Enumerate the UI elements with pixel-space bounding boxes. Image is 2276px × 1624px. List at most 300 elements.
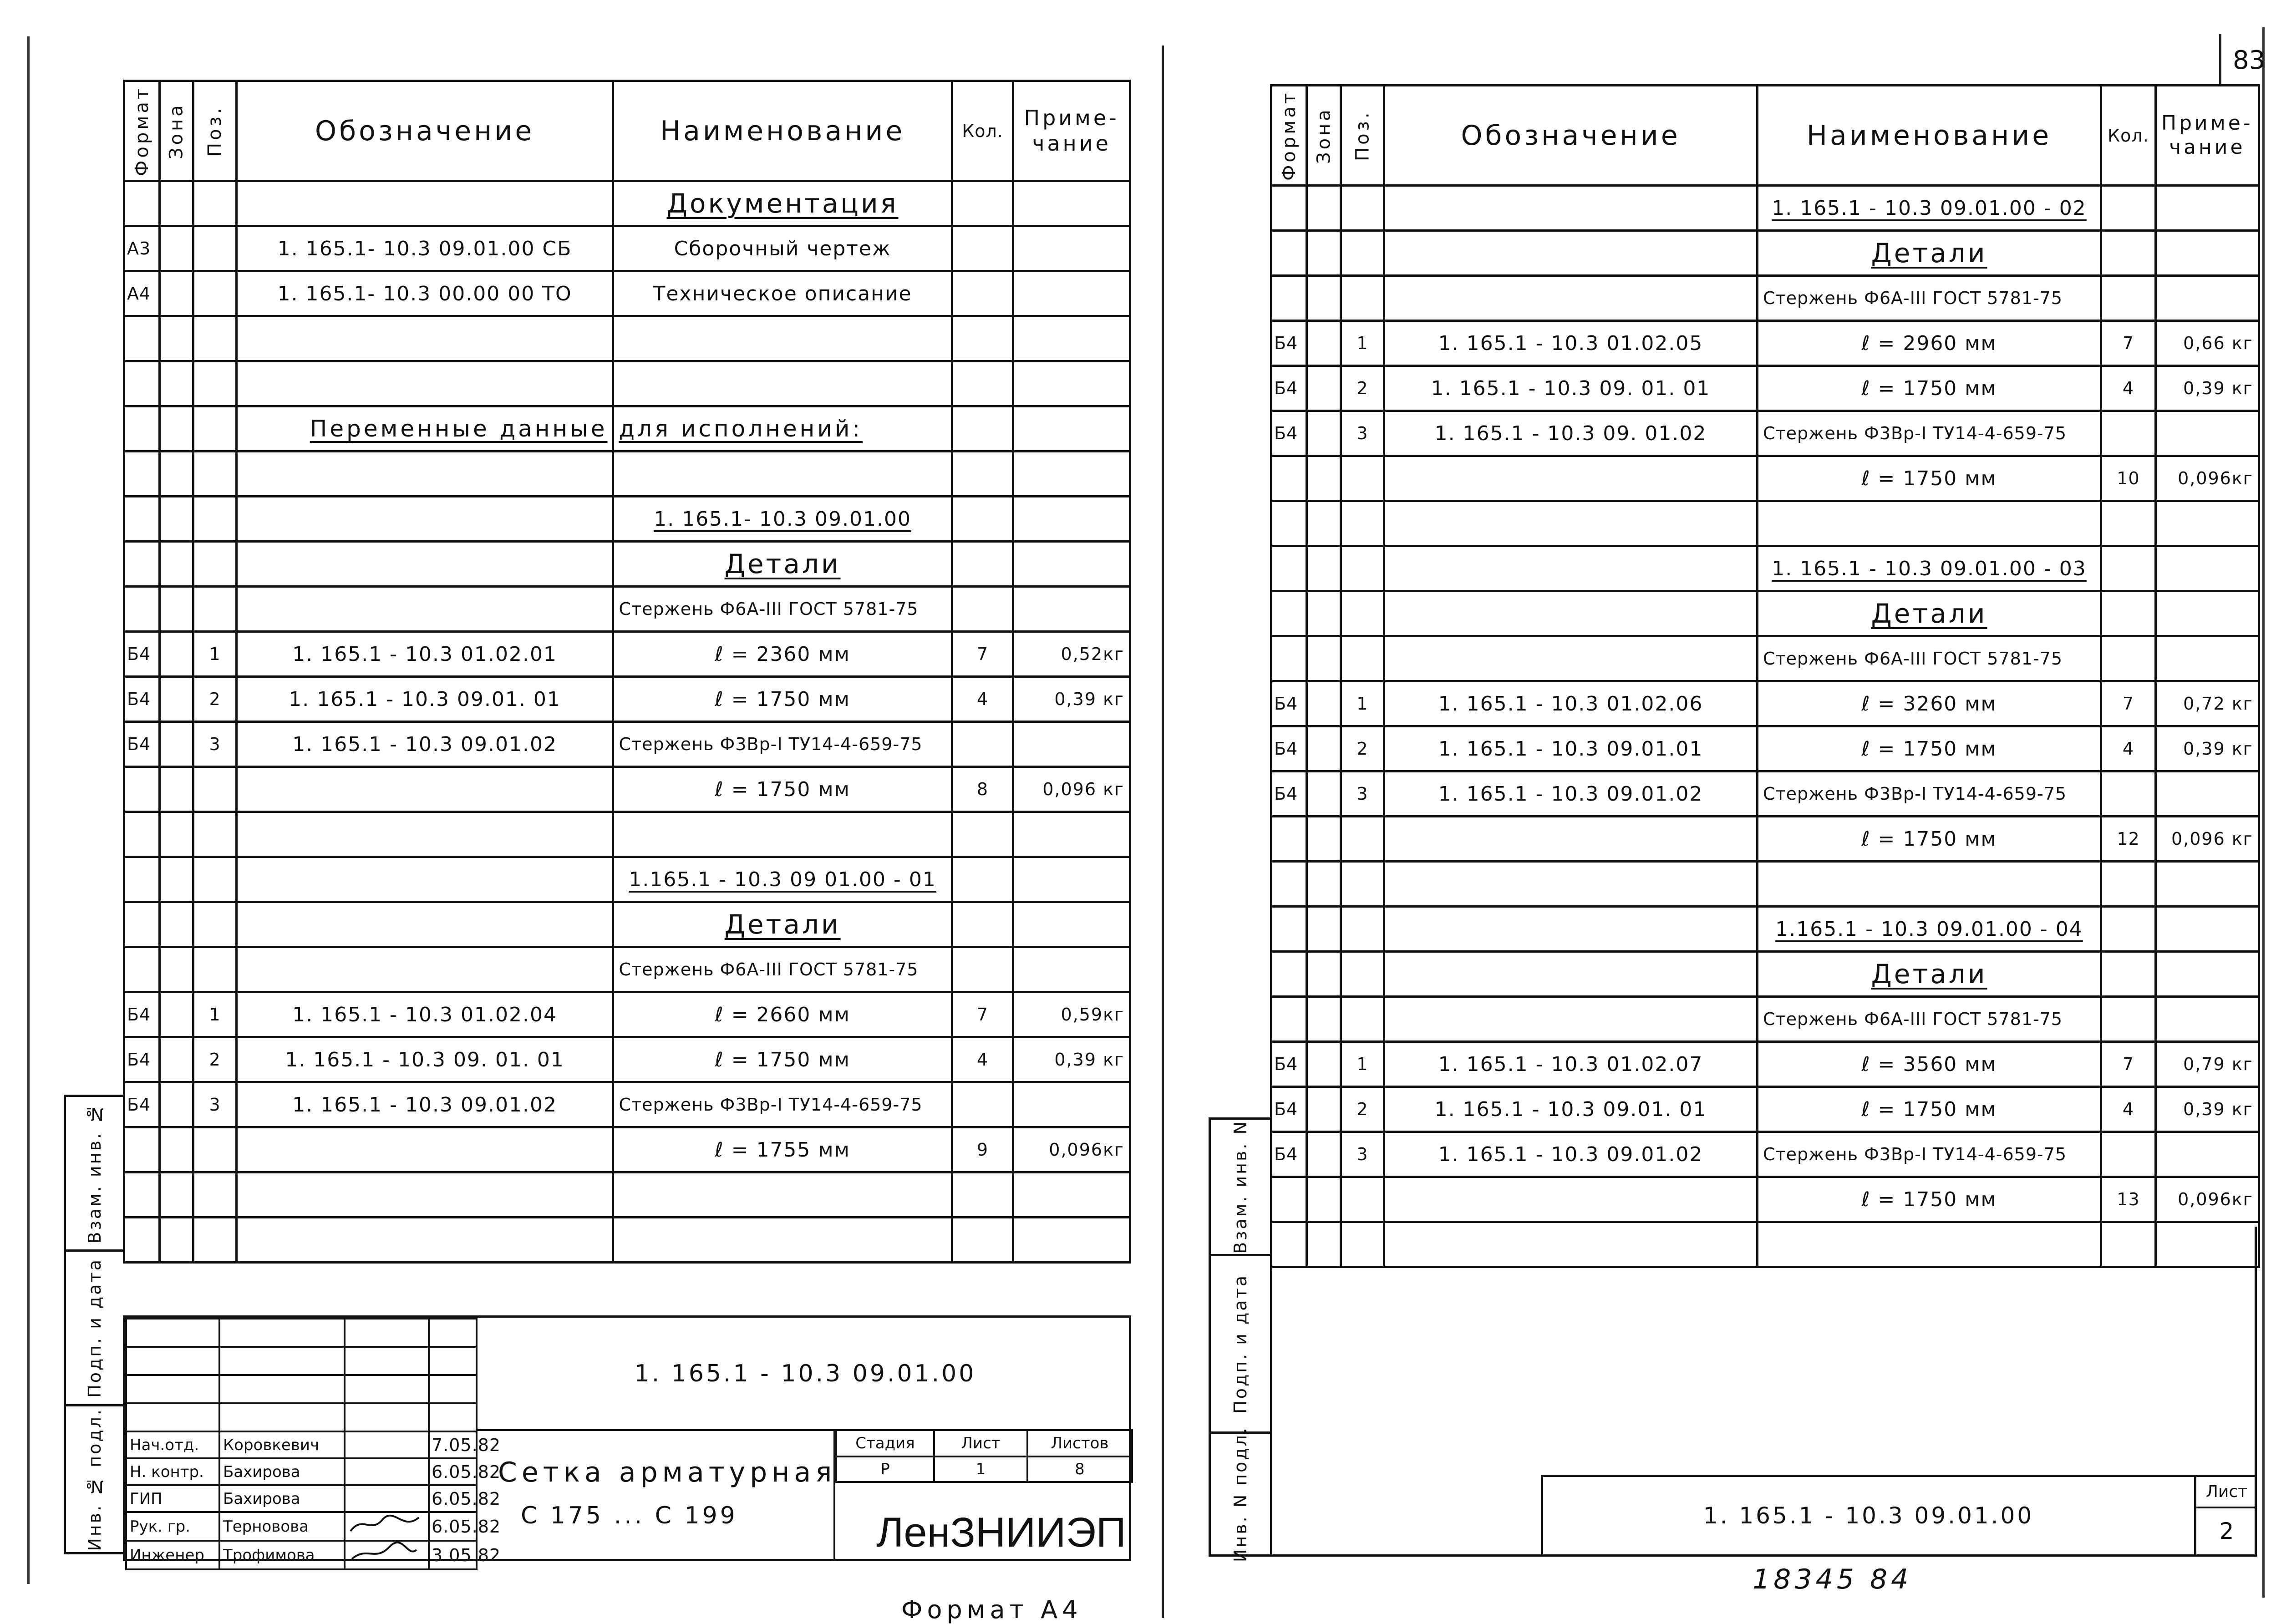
cell-zone — [159, 452, 193, 497]
cell-name — [613, 452, 952, 497]
cell-pos — [193, 452, 236, 497]
spec-row — [1271, 1042, 2259, 1087]
cell-note — [1013, 452, 1130, 497]
header-format: Формат — [124, 81, 160, 181]
stage-value: Р — [836, 1457, 934, 1482]
cell-name: Стержень Ф3Вр-I ТУ14-4-659-75 — [1758, 771, 2101, 817]
cell-qty: 10 — [2101, 456, 2156, 501]
cell-designation — [236, 542, 613, 587]
cell-zone — [1307, 231, 1341, 276]
spec-row — [124, 767, 1130, 812]
cell-qty — [952, 406, 1013, 452]
cell-zone — [1307, 276, 1341, 321]
cell-zone — [159, 902, 193, 947]
cell-pos — [1341, 1177, 1384, 1222]
cell-note — [1013, 1172, 1130, 1218]
cell-zone — [159, 1037, 193, 1082]
spec-sheet-right — [1230, 84, 2267, 1563]
cell-note: 0,72 кг — [2156, 681, 2259, 726]
spec-row — [1271, 501, 2259, 546]
cell-format — [1271, 817, 1307, 862]
cell-name: Детали — [1758, 231, 2101, 276]
cell-designation: 1. 165.1 - 10.3 09.01.02 — [236, 722, 613, 767]
spec-row — [1271, 771, 2259, 817]
cell-qty — [952, 1218, 1013, 1263]
cell-format — [1271, 907, 1307, 952]
cell-qty: 7 — [2101, 321, 2156, 366]
cell-name: ℓ = 1750 мм — [1758, 1177, 2101, 1222]
cell-name: ℓ = 1750 мм — [1758, 456, 2101, 501]
cell-name: ℓ = 1755 мм — [613, 1127, 952, 1172]
cell-format — [124, 857, 160, 902]
signer-date: 6.05.82 — [429, 1485, 477, 1512]
cell-zone — [1307, 907, 1341, 952]
cell-name — [613, 1172, 952, 1218]
cell-zone — [159, 632, 193, 677]
cell-format: Б4 — [124, 992, 160, 1037]
cell-designation — [236, 361, 613, 406]
cell-format: А4 — [124, 271, 160, 316]
cell-pos — [193, 361, 236, 406]
cell-format: Б4 — [124, 1037, 160, 1082]
cell-note — [1013, 722, 1130, 767]
cell-qty — [952, 271, 1013, 316]
cell-format: Б4 — [1271, 681, 1307, 726]
cell-note: 0,39 кг — [2156, 726, 2259, 771]
cell-format: Б4 — [124, 722, 160, 767]
cell-designation — [236, 452, 613, 497]
cell-designation: 1. 165.1 - 10.3 09.01.01 — [1384, 726, 1758, 771]
signer-role: Н. контр. — [126, 1458, 219, 1485]
spec-row — [1271, 1087, 2259, 1132]
cell-name: Детали — [613, 542, 952, 587]
side-podp-data: Подп. и дата — [66, 1252, 123, 1406]
spec-row — [1271, 862, 2259, 907]
cell-name: Стержень Ф6А-III ГОСТ 5781-75 — [613, 587, 952, 632]
cell-qty — [952, 452, 1013, 497]
cell-designation: 1. 165.1 - 10.3 09.01.02 — [1384, 1132, 1758, 1177]
cell-note — [1013, 587, 1130, 632]
side-podp-data: Подп. и дата — [1211, 1256, 1270, 1434]
cell-zone — [1307, 366, 1341, 411]
side-strip-right — [1209, 1117, 1270, 1563]
cell-designation — [1384, 231, 1758, 276]
spec-row — [124, 587, 1130, 632]
cell-qty: 12 — [2101, 817, 2156, 862]
cell-format: Б4 — [124, 677, 160, 722]
cell-qty — [2101, 862, 2156, 907]
signer-role: ГИП — [126, 1485, 219, 1512]
cell-format — [124, 1172, 160, 1218]
cell-note: 0,096кг — [2156, 1177, 2259, 1222]
cell-pos — [1341, 591, 1384, 636]
sheet-label: Лист — [934, 1430, 1027, 1457]
cell-designation — [1384, 546, 1758, 591]
cell-designation — [1384, 817, 1758, 862]
signature-mark — [345, 1541, 429, 1569]
cell-pos — [193, 1172, 236, 1218]
title-block-left — [123, 1315, 1131, 1565]
cell-qty — [952, 722, 1013, 767]
cell-designation — [236, 316, 613, 361]
spec-row — [124, 542, 1130, 587]
cell-format: Б4 — [1271, 771, 1307, 817]
cell-designation: 1. 165.1 - 10.3 01.02.06 — [1384, 681, 1758, 726]
cell-qty — [2101, 231, 2156, 276]
spec-row — [1271, 1132, 2259, 1177]
cell-designation: 1. 165.1 - 10.3 09. 01.02 — [1384, 411, 1758, 456]
title-line2: С 175 ... С 199 — [521, 1502, 738, 1529]
header-name: Наименование — [1758, 86, 2101, 186]
cell-pos — [1341, 186, 1384, 231]
cell-format — [124, 316, 160, 361]
spec-row — [1271, 591, 2259, 636]
cell-name: ℓ = 1750 мм — [613, 1037, 952, 1082]
cell-designation: Переменные данные — [236, 406, 613, 452]
cell-qty — [2101, 771, 2156, 817]
cell-pos — [1341, 907, 1384, 952]
cell-designation — [236, 902, 613, 947]
doc-code: 1. 165.1 - 10.3 09.01.00 — [476, 1318, 1133, 1431]
cell-format — [124, 812, 160, 857]
cell-note — [2156, 636, 2259, 681]
cell-format — [124, 361, 160, 406]
cell-pos — [193, 587, 236, 632]
cell-note: 0,39 кг — [2156, 366, 2259, 411]
cell-designation: 1. 165.1 - 10.3 09.01.02 — [236, 1082, 613, 1127]
cell-designation — [236, 497, 613, 542]
cell-format — [124, 947, 160, 992]
cell-note — [2156, 501, 2259, 546]
cell-format: Б4 — [1271, 726, 1307, 771]
signer-role: Рук. гр. — [126, 1512, 219, 1541]
cell-name: 1. 165.1- 10.3 09.01.00 — [613, 497, 952, 542]
cell-zone — [159, 677, 193, 722]
cell-note — [1013, 226, 1130, 271]
cell-pos — [193, 316, 236, 361]
cell-qty: 7 — [2101, 1042, 2156, 1087]
cell-pos: 3 — [193, 1082, 236, 1127]
cell-zone — [159, 1218, 193, 1263]
cell-qty: 4 — [952, 1037, 1013, 1082]
cell-designation: 1. 165.1 - 10.3 01.02.04 — [236, 992, 613, 1037]
stage-grid — [835, 1429, 1133, 1483]
cell-note: 0,096 кг — [2156, 817, 2259, 862]
cell-format — [124, 406, 160, 452]
cell-qty — [952, 1082, 1013, 1127]
cell-name: 1.165.1 - 10.3 09.01.00 - 04 — [1758, 907, 2101, 952]
cell-qty — [2101, 276, 2156, 321]
cell-qty: 4 — [952, 677, 1013, 722]
right-margin-line — [2262, 27, 2265, 1598]
cell-format — [1271, 862, 1307, 907]
header-zone: Зона — [1307, 86, 1341, 186]
cell-pos: 1 — [1341, 1042, 1384, 1087]
cell-note: 0,096 кг — [1013, 767, 1130, 812]
spec-table-right — [1270, 84, 2260, 1268]
cell-note — [2156, 186, 2259, 231]
org-name: ЛенЗНИИЭП — [876, 1509, 1126, 1556]
cell-pos — [193, 902, 236, 947]
spec-row — [124, 497, 1130, 542]
cell-note: 0,39 кг — [1013, 1037, 1130, 1082]
spec-row — [124, 947, 1130, 992]
cell-note — [1013, 497, 1130, 542]
cell-zone — [1307, 1177, 1341, 1222]
cell-designation — [1384, 501, 1758, 546]
cell-zone — [159, 361, 193, 406]
spec-row — [124, 1218, 1130, 1263]
cell-qty — [2101, 636, 2156, 681]
cell-zone — [1307, 546, 1341, 591]
cell-zone — [159, 542, 193, 587]
cell-name: для исполнений: — [613, 406, 952, 452]
cell-designation: 1. 165.1 - 10.3 09.01. 01 — [236, 677, 613, 722]
cell-name: 1. 165.1 - 10.3 09.01.00 - 03 — [1758, 546, 2101, 591]
cell-pos — [193, 1218, 236, 1263]
cell-name: Стержень Ф6А-III ГОСТ 5781-75 — [1758, 997, 2101, 1042]
sheet-label: Лист — [2196, 1477, 2257, 1508]
cell-pos — [1341, 276, 1384, 321]
cell-designation — [1384, 591, 1758, 636]
spec-row — [124, 1172, 1130, 1218]
spec-row — [1271, 952, 2259, 997]
spec-row — [1271, 366, 2259, 411]
spec-row — [1271, 726, 2259, 771]
header-qty: Кол. — [2101, 86, 2156, 186]
spec-row — [1271, 997, 2259, 1042]
cell-pos: 2 — [193, 677, 236, 722]
cell-pos: 3 — [1341, 411, 1384, 456]
cell-format: Б4 — [1271, 1042, 1307, 1087]
cell-note — [2156, 276, 2259, 321]
cell-pos: 1 — [1341, 681, 1384, 726]
spec-row — [124, 1127, 1130, 1172]
cell-zone — [159, 587, 193, 632]
spec-row — [124, 857, 1130, 902]
cell-designation — [1384, 186, 1758, 231]
cell-qty — [952, 542, 1013, 587]
cell-name — [613, 361, 952, 406]
cell-name: ℓ = 1750 мм — [613, 767, 952, 812]
title-line1: Сетка арматурная — [498, 1457, 837, 1488]
cell-format — [1271, 636, 1307, 681]
spec-row — [124, 677, 1130, 722]
cell-format: А3 — [124, 226, 160, 271]
signature-mark — [345, 1512, 429, 1541]
cell-qty — [2101, 907, 2156, 952]
cell-zone — [159, 406, 193, 452]
cell-name: ℓ = 1750 мм — [1758, 366, 2101, 411]
cell-pos: 3 — [1341, 1132, 1384, 1177]
cell-name: 1. 165.1 - 10.3 09.01.00 - 02 — [1758, 186, 2101, 231]
spec-table-left — [123, 80, 1131, 1264]
cell-pos — [1341, 862, 1384, 907]
cell-zone — [1307, 321, 1341, 366]
cell-name: ℓ = 2960 мм — [1758, 321, 2101, 366]
cell-note: 0,79 кг — [2156, 1042, 2259, 1087]
cell-name: ℓ = 1750 мм — [613, 677, 952, 722]
spec-row — [1271, 321, 2259, 366]
cell-format — [124, 1127, 160, 1172]
cell-qty — [2101, 411, 2156, 456]
spec-row — [1271, 907, 2259, 952]
cell-name — [613, 1218, 952, 1263]
cell-pos: 1 — [1341, 321, 1384, 366]
cell-designation — [236, 812, 613, 857]
spec-header-row — [1271, 86, 2259, 186]
cell-note — [2156, 591, 2259, 636]
cell-note: 0,39 кг — [2156, 1087, 2259, 1132]
side-inv-podl: Инв. № подл. — [84, 1407, 105, 1551]
cell-qty — [952, 497, 1013, 542]
cell-pos — [1341, 231, 1384, 276]
cell-designation: 1. 165.1- 10.3 09.01.00 СБ — [236, 226, 613, 271]
cell-pos — [193, 542, 236, 587]
signer-role: Нач.отд. — [126, 1431, 219, 1458]
spec-row — [124, 992, 1130, 1037]
spec-row — [124, 226, 1130, 271]
header-format: Формат — [1271, 86, 1307, 186]
cell-zone — [1307, 186, 1341, 231]
cell-pos — [1341, 501, 1384, 546]
cell-zone — [159, 812, 193, 857]
cell-format: Б4 — [1271, 366, 1307, 411]
cell-zone — [1307, 862, 1341, 907]
cell-zone — [159, 1082, 193, 1127]
cell-note — [1013, 1218, 1130, 1263]
spec-row — [1271, 636, 2259, 681]
signer-name: Трофимова — [219, 1541, 345, 1569]
cell-format — [1271, 501, 1307, 546]
cell-zone — [159, 181, 193, 226]
cell-note — [1013, 316, 1130, 361]
cell-zone — [1307, 591, 1341, 636]
cell-name: Стержень Ф6А-III ГОСТ 5781-75 — [1758, 636, 2101, 681]
cell-qty: 9 — [952, 1127, 1013, 1172]
spec-row — [1271, 817, 2259, 862]
cell-note — [2156, 771, 2259, 817]
cell-designation — [236, 1127, 613, 1172]
spec-row — [124, 316, 1130, 361]
cell-note — [1013, 406, 1130, 452]
cell-note — [1013, 361, 1130, 406]
cell-zone — [1307, 501, 1341, 546]
cell-qty — [952, 857, 1013, 902]
cell-designation — [236, 857, 613, 902]
cell-pos — [193, 857, 236, 902]
cell-designation — [1384, 997, 1758, 1042]
signatures-grid — [125, 1318, 501, 1570]
cell-designation — [236, 1172, 613, 1218]
spec-row — [124, 181, 1130, 226]
cell-designation — [1384, 862, 1758, 907]
cell-designation: 1. 165.1- 10.3 00.00 00 ТО — [236, 271, 613, 316]
cell-name: ℓ = 1750 мм — [1758, 817, 2101, 862]
format-label: Формат А4 — [901, 1595, 1082, 1624]
cell-pos — [193, 947, 236, 992]
cell-designation: 1. 165.1 - 10.3 09.01.02 — [1384, 771, 1758, 817]
cell-note — [1013, 812, 1130, 857]
cell-format — [124, 452, 160, 497]
cell-zone — [1307, 681, 1341, 726]
header-qty: Кол. — [952, 81, 1013, 181]
cell-note — [1013, 542, 1130, 587]
cell-qty: 13 — [2101, 1177, 2156, 1222]
cell-pos: 1 — [193, 992, 236, 1037]
cell-qty — [952, 181, 1013, 226]
cell-name: Стержень Ф3Вр-I ТУ14-4-659-75 — [613, 1082, 952, 1127]
cell-pos: 1 — [193, 632, 236, 677]
cell-zone — [159, 992, 193, 1037]
spec-row — [124, 902, 1130, 947]
header-pos: Поз. — [193, 81, 236, 181]
cell-note — [1013, 902, 1130, 947]
cell-format — [124, 181, 160, 226]
cell-pos — [193, 226, 236, 271]
cell-note: 0,39 кг — [1013, 677, 1130, 722]
cell-designation: 1. 165.1 - 10.3 09. 01. 01 — [1384, 366, 1758, 411]
cell-format — [124, 497, 160, 542]
cell-qty: 7 — [952, 992, 1013, 1037]
header-designation: Обозначение — [1384, 86, 1758, 186]
cell-pos — [1341, 636, 1384, 681]
spec-header-row — [124, 81, 1130, 181]
page-number-tick — [2219, 34, 2221, 84]
cell-qty — [952, 316, 1013, 361]
spec-row — [124, 1082, 1130, 1127]
cell-note: 0,66 кг — [2156, 321, 2259, 366]
cell-zone — [159, 497, 193, 542]
cell-designation: 1. 165.1 - 10.3 09.01. 01 — [1384, 1087, 1758, 1132]
cell-format — [1271, 186, 1307, 231]
cell-note — [2156, 907, 2259, 952]
cell-zone — [1307, 636, 1341, 681]
cell-qty — [952, 1172, 1013, 1218]
side-inv-podl: Инв. N подл. — [1230, 1426, 1250, 1563]
cell-name — [1758, 862, 2101, 907]
cell-name: ℓ = 1750 мм — [1758, 1087, 2101, 1132]
spec-row — [1271, 456, 2259, 501]
cell-name — [613, 316, 952, 361]
cell-designation — [236, 587, 613, 632]
sheets-value: 8 — [1027, 1457, 1132, 1482]
cell-format — [1271, 591, 1307, 636]
cell-name: Стержень Ф6А-III ГОСТ 5781-75 — [1758, 276, 2101, 321]
cell-name: Техническое описание — [613, 271, 952, 316]
cell-pos — [1341, 952, 1384, 997]
cell-note: 0,096кг — [1013, 1127, 1130, 1172]
cell-zone — [1307, 817, 1341, 862]
cell-pos: 3 — [1341, 771, 1384, 817]
cell-format — [1271, 997, 1307, 1042]
cell-name: ℓ = 2360 мм — [613, 632, 952, 677]
cell-designation: 1. 165.1 - 10.3 01.02.01 — [236, 632, 613, 677]
signer-name: Терновова — [219, 1512, 345, 1541]
cell-qty — [952, 812, 1013, 857]
cell-designation — [1384, 276, 1758, 321]
cell-pos: 2 — [1341, 366, 1384, 411]
cell-pos: 2 — [1341, 726, 1384, 771]
spec-row — [1271, 276, 2259, 321]
cell-pos: 3 — [193, 722, 236, 767]
header-name: Наименование — [613, 81, 952, 181]
cell-pos — [193, 497, 236, 542]
cell-format — [1271, 952, 1307, 997]
cell-name: ℓ = 1750 мм — [1758, 726, 2101, 771]
cell-name: Документация — [613, 181, 952, 226]
cell-note — [2156, 1132, 2259, 1177]
